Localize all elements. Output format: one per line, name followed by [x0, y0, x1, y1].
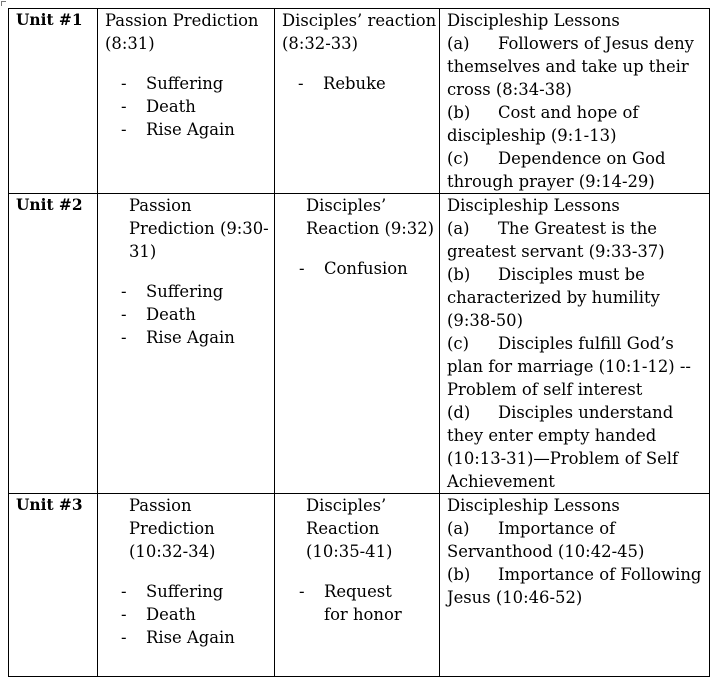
lesson-item: (d) Disciples understand they enter empty handed (10:13-31)—Problem of Self Achievement: [447, 403, 679, 491]
lesson-item: (c) Disciples fulfill God’s plan for marriage (10:1-12) -- Problem of self interest: [447, 334, 691, 399]
lesson-item: (a) Importance of Servanthood (10:42-45): [447, 519, 645, 561]
prediction-title: Passion Prediction (9:30-31): [129, 196, 269, 261]
list-item: - Confusion: [299, 257, 439, 280]
lesson-item: (a) Followers of Jesus deny themselves and take up their cross (8:34-38): [447, 34, 694, 99]
list-item: - Death: [121, 95, 274, 118]
list-item: - Suffering: [121, 72, 274, 95]
unit-label: Unit #1: [9, 9, 98, 194]
prediction-list: [121, 280, 274, 349]
prediction-list: [105, 72, 274, 141]
prediction-cell: [98, 194, 275, 494]
lesson-item: (a) The Greatest is the greatest servant (9:33-37): [447, 219, 665, 261]
list-item: - Death: [121, 303, 274, 326]
reaction-list: [299, 580, 439, 626]
unit-label: Unit #2: [9, 194, 98, 494]
unit-label: Unit #3: [9, 494, 98, 677]
lessons-title: Discipleship Lessons: [447, 196, 620, 215]
list-item: - Suffering: [121, 280, 274, 303]
discipleship-table: [8, 8, 710, 677]
lessons-title: Discipleship Lessons: [447, 496, 620, 515]
reaction-cell: [275, 494, 440, 677]
reaction-list: [299, 257, 439, 280]
prediction-ref: (8:31): [105, 34, 155, 53]
list-item: - Death: [121, 603, 274, 626]
prediction-cell: [98, 9, 275, 194]
list-item: - Rise Again: [121, 626, 274, 649]
lesson-item: (c) Dependence on God through prayer (9:14-29): [447, 149, 666, 191]
list-item: - Rise Again: [121, 326, 274, 349]
reaction-ref: (8:32-33): [282, 34, 358, 53]
table-move-handle-icon[interactable]: [1, 1, 6, 6]
lesson-item: (b) Disciples must be characterized by humility (9:38-50): [447, 265, 660, 330]
reaction-cell: [275, 9, 440, 194]
list-item: - Rebuke: [298, 72, 439, 95]
lessons-cell: [440, 494, 710, 677]
prediction-cell: [98, 494, 275, 677]
list-item: - Rise Again: [121, 118, 274, 141]
reaction-list: [282, 72, 439, 95]
table-row: [9, 194, 710, 494]
prediction-title: Passion Prediction (10:32-34): [129, 496, 216, 561]
prediction-title: Passion Prediction: [105, 11, 259, 30]
reaction-cell: [275, 194, 440, 494]
lessons-cell: [440, 194, 710, 494]
prediction-list: [121, 580, 274, 649]
table-row: [9, 494, 710, 677]
list-item: - Request for honor: [299, 580, 414, 626]
lessons-title: Discipleship Lessons: [447, 11, 620, 30]
lesson-item: (b) Importance of Following Jesus (10:46-52): [447, 565, 702, 607]
table-row: [9, 9, 710, 194]
list-item: - Suffering: [121, 580, 274, 603]
reaction-title: Disciples’ Reaction (9:32): [306, 196, 435, 238]
lessons-cell: [440, 9, 710, 194]
reaction-title: Disciples’ reaction: [282, 11, 437, 30]
reaction-title: Disciples’ Reaction (10:35-41): [306, 496, 393, 561]
lesson-item: (b) Cost and hope of discipleship (9:1-13): [447, 103, 639, 145]
